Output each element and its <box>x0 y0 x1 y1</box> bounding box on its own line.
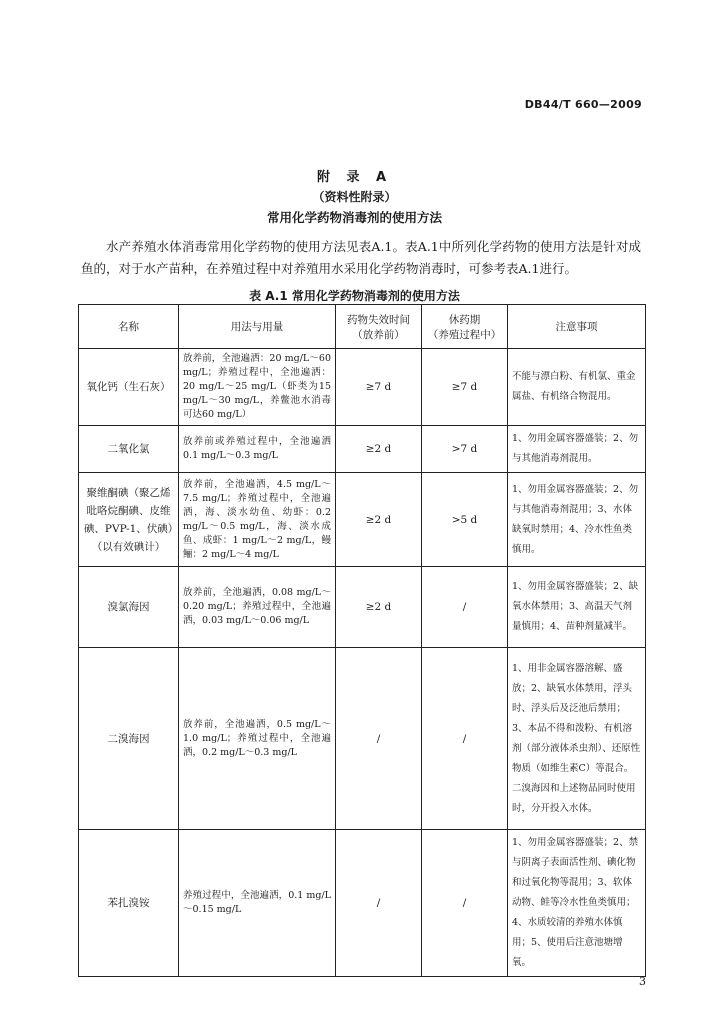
header-withdraw-line1: 休药期 <box>448 313 481 326</box>
table-row <box>79 830 646 977</box>
drug-usage: 放养前，全池遍洒：20 mg/L～60 mg/L；养殖过程中，全池遍洒：20 mg/L～25 mg/L（虾类为15 mg/L～30 mg/L，养鳖池水消毒可达60 mg/L） <box>179 349 336 426</box>
table-caption: 表 A.1 常用化学药物消毒剂的使用方法 <box>249 289 460 303</box>
table-row <box>79 567 646 648</box>
table-row <box>79 426 646 473</box>
drug-usage: 放养前，全池遍洒，0.08 mg/L～0.20 mg/L；养殖过程中，全池遍洒，0.03 mg/L～0.06 mg/L <box>179 567 336 648</box>
header-effect-time <box>336 305 422 349</box>
table-row <box>79 349 646 426</box>
drug-usage: 养殖过程中，全池遍洒，0.1 mg/L～0.15 mg/L <box>179 830 336 977</box>
effect-time: / <box>336 830 422 977</box>
table-header-row <box>79 305 646 349</box>
intro-paragraph: 水产养殖水体消毒常用化学药物的使用方法见表A.1。表A.1中所列化学药物的使用方法是针对成鱼的，对于水产苗种，在养殖过程中对养殖用水采用化学药物消毒时，可参考表A.1进行。 <box>81 239 641 276</box>
drug-notes: 1、勿用金属容器盛装；2、缺氧水体禁用；3、高温天气剂量慎用；4、苗种剂量减半。 <box>508 567 646 648</box>
table-row <box>79 473 646 567</box>
drug-name: 苯扎溴铵 <box>79 830 179 977</box>
drug-name: 二溴海因 <box>79 648 179 830</box>
header-name: 名称 <box>79 305 179 349</box>
header-withdraw-line2: （养殖过程中） <box>427 328 502 341</box>
withdrawal-period: / <box>422 567 508 648</box>
drug-name: 氧化钙（生石灰） <box>79 349 179 426</box>
withdrawal-period: / <box>422 648 508 830</box>
effect-time: ≥2 d <box>336 567 422 648</box>
standard-code: DB44/T 660—2009 <box>524 98 642 111</box>
withdrawal-period: >5 d <box>422 473 508 567</box>
effect-time: ≥2 d <box>336 426 422 473</box>
appendix-name: 常用化学药物消毒剂的使用方法 <box>266 210 442 225</box>
appendix-title: 附 录 A <box>316 170 393 185</box>
page-number: 3 <box>639 975 646 988</box>
drug-notes: 1、勿用金属容器盛装；2、勿与其他消毒剂混用；3、水体缺氧时禁用；4、冷水性鱼类慎用。 <box>508 473 646 567</box>
withdrawal-period: >7 d <box>422 426 508 473</box>
table-row <box>79 648 646 830</box>
withdrawal-period: ≥7 d <box>422 349 508 426</box>
appendix-type: （资料性附录） <box>312 190 397 204</box>
drug-notes: 1、勿用金属容器盛装；2、禁与阴离子表面活性剂、碘化物和过氧化物等混用；3、软体动物、鲑等冷水性鱼类慎用；4、水质较清的养殖水体慎用；5、使用后注意池塘增氧。 <box>508 830 646 977</box>
drug-notes: 1、勿用金属容器盛装；2、勿与其他消毒剂混用。 <box>508 426 646 473</box>
disinfectant-table <box>78 304 646 977</box>
effect-time: ≥2 d <box>336 473 422 567</box>
header-withdrawal <box>422 305 508 349</box>
effect-time: / <box>336 648 422 830</box>
drug-notes: 1、用非金属容器溶解、盛放；2、缺氧水体禁用，浮头时、浮头后及泛池后禁用；3、本品不得和泼粉、有机溶剂（部分液体杀虫剂）、还原性物质（如维生素C）等混合。二溴海因和上述物品同时使用时，分开投入水体。 <box>508 648 646 830</box>
drug-name: 聚维酮碘（聚乙烯吡咯烷酮碘、皮维碘、PVP-1、伏碘）（以有效碘计） <box>79 473 179 567</box>
drug-name: 溴氯海因 <box>79 567 179 648</box>
header-notes: 注意事项 <box>508 305 646 349</box>
drug-usage: 放养前或养殖过程中，全池遍洒0.1 mg/L～0.3 mg/L <box>179 426 336 473</box>
drug-name: 二氧化氯 <box>79 426 179 473</box>
header-usage: 用法与用量 <box>179 305 336 349</box>
withdrawal-period: / <box>422 830 508 977</box>
header-effect-line2: （放养前） <box>352 328 405 341</box>
effect-time: ≥7 d <box>336 349 422 426</box>
drug-usage: 放养前，全池遍洒，4.5 mg/L～7.5 mg/L；养殖过程中，全池遍洒，海、淡水幼鱼、幼虾：0.2 mg/L～0.5 mg/L，海、淡水成鱼、成虾：1 mg/L～2 mg/L，鳗鲡：2 mg/L～4 mg/L <box>179 473 336 567</box>
drug-notes: 不能与漂白粉、有机氯、重金属盐、有机络合物混用。 <box>508 349 646 426</box>
drug-usage: 放养前，全池遍洒，0.5 mg/L～1.0 mg/L；养殖过程中，全池遍洒，0.2 mg/L～0.3 mg/L <box>179 648 336 830</box>
header-effect-line1: 药物失效时间 <box>347 313 410 326</box>
